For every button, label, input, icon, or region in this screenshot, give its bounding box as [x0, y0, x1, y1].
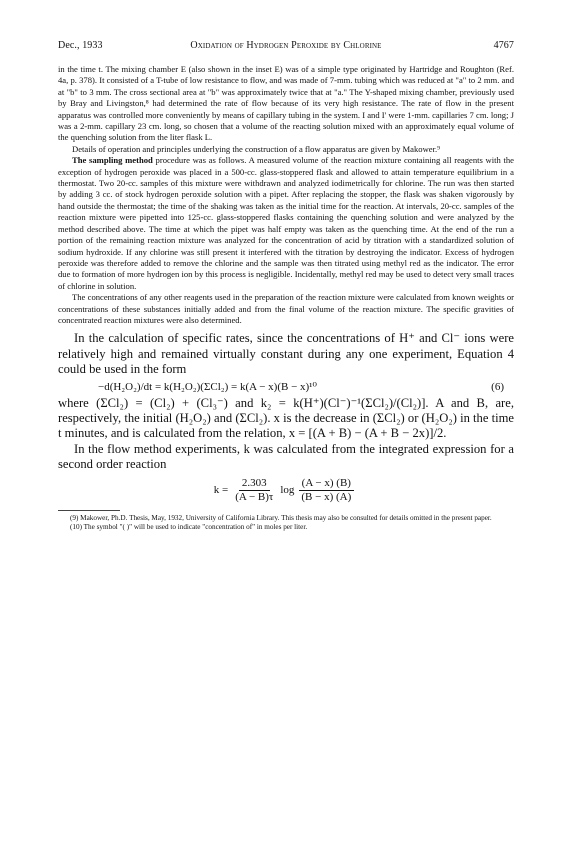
- sampling-method-text: procedure was as follows. A measured volume of the reaction mixture containing all reagents with the exception of hydrogen peroxide was placed in a 500-cc. glass-stoppered flask and allowed to attain temperature equilibrium in a thermostat. Two 20-cc. samples of this mixture were withdrawn and analyzed iodimetrically for chlorine. The run was then started by adding 3 cc. of stock hydrogen peroxide solution with a pipet. After replacing the stopper, the flask was shaken vigorously by hand outside the thermostat; the time of the shaking was taken as the initial time for the reaction. At intervals, 20-cc. samples of the reaction mixture were pipetted into 125-cc. glass-stoppered flasks containing the quenching solution and were analyzed by the method described above. The time at which the pipet was half empty was taken as the quenching time. At the end of the run a portion of the remaining reaction mixture was analyzed for the concentration of acid by titration with a standardized solution of sodium hydroxide. If any chlorine was still present it interfered with the titration by destroying the indicator. Excess of hydrogen peroxide was therefore added to remove the chlorine and the sample was then titrated using methyl red as the indicator. The error due to formation of more hydrogen ion by this process is negligible. Incidentally, methyl red may be used to detect very small traces of chlorine in solution.: [58, 155, 515, 291]
- paragraph-sampling-method: [58, 155, 514, 292]
- footnote-10: (10) The symbol "( )" will be used to indicate "concentration of" in moles per liter.: [70, 523, 308, 532]
- fraction-coefficient: [232, 477, 276, 504]
- equation-6-number: (6): [491, 380, 504, 393]
- fraction-ratio: [298, 477, 354, 504]
- header-title: Oxidation of Hydrogen Peroxide by Chlorine: [190, 40, 382, 51]
- page-number: 4767: [493, 40, 514, 51]
- sampling-method-heading: The sampling method: [72, 155, 153, 166]
- fraction-ratio-denominator: (B − x) (A): [301, 490, 352, 503]
- paragraph-flow-apparatus: Details of operation and principles underlying the construction of a flow apparatus are given by Makower.⁹: [72, 143, 441, 154]
- equation-6-expression: −d(H₂O₂)/dt = k(H₂O₂)(ΣCl₂) = k(A − x)(B − x)¹⁰: [98, 380, 317, 393]
- header-date: Dec., 1933: [58, 40, 103, 51]
- equation-second-order: [58, 477, 514, 504]
- paragraph-mixing-chamber: in the time t. The mixing chamber E (also shown in the inset E) was of a simple type originated by Hartridge and Roughton (Ref. 4a, p. 378). It consisted of a T-tube of low resistance to flow, and was made of 7-mm. tubing which was reduced at "a" to 2 mm. and at "b" to 3 mm. The cross sectional area at "b" was approximately twice that at "a." The Y-shaped mixing chamber, previously used by Bray and Livingston,⁸ had determined the rate of flow because of its very high resistance. The rate of flow in the present apparatus was controlled more conveniently by means of capillary tubing in the system. I and I' were 1-mm. capillaries 7 cm. long; J was a 2-mm. capillary 23 cm. long, so chosen that a volume of the reacting solution mixed with an approximately equal volume of the quenching solution from the liter flask L.: [58, 64, 514, 143]
- paragraph-flow-method: In the flow method experiments, k was calculated from the integrated expression for a second order reaction: [58, 441, 514, 472]
- page-body: [58, 64, 514, 533]
- equation-6: [58, 379, 514, 395]
- fraction-ratio-numerator: (A − x) (B): [299, 477, 354, 491]
- equation-lhs: k =: [213, 484, 229, 497]
- paragraph-concentrations: The concentrations of any other reagents used in the preparation of the reaction mixture were calculated from known weights or concentrations of these substances initially added and from the final volume of the reaction mixture. The specific gravities of concentrated reaction mixtures were also determined.: [58, 292, 514, 325]
- footnote-9: (9) Makower, Ph.D. Thesis, May, 1932, University of California Library. This thesis may also be consulted for details omitted in the present paper.: [70, 513, 492, 522]
- running-header: [58, 40, 514, 54]
- paragraph-definitions: where (ΣCl₂) = (Cl₂) + (Cl₃⁻) and k₂ = k(H⁺)(Cl⁻)⁻¹(ΣCl₂)/(Cl₂)]. A and B, are, respectively, the initial (H₂O₂) and (ΣCl₂). x is the decrease in (ΣCl₂) or (H₂O₂) in the time t minutes, and is calculated from the relation, x = [(A + B) − (A + B − 2x)]/2.: [58, 395, 514, 441]
- fraction-coefficient-denominator: (A − B)τ: [235, 490, 274, 503]
- footnote-rule: [58, 510, 120, 511]
- fraction-coefficient-numerator: 2.303: [239, 477, 270, 491]
- large-type-section: [58, 331, 514, 503]
- paragraph-specific-rates: In the calculation of specific rates, since the concentrations of H⁺ and Cl⁻ ions were relatively high and remained virtually constant during any one experiment, Equation 4 could be used in the form: [58, 331, 514, 377]
- small-type-section: [58, 64, 514, 326]
- log-operator: log: [280, 484, 295, 497]
